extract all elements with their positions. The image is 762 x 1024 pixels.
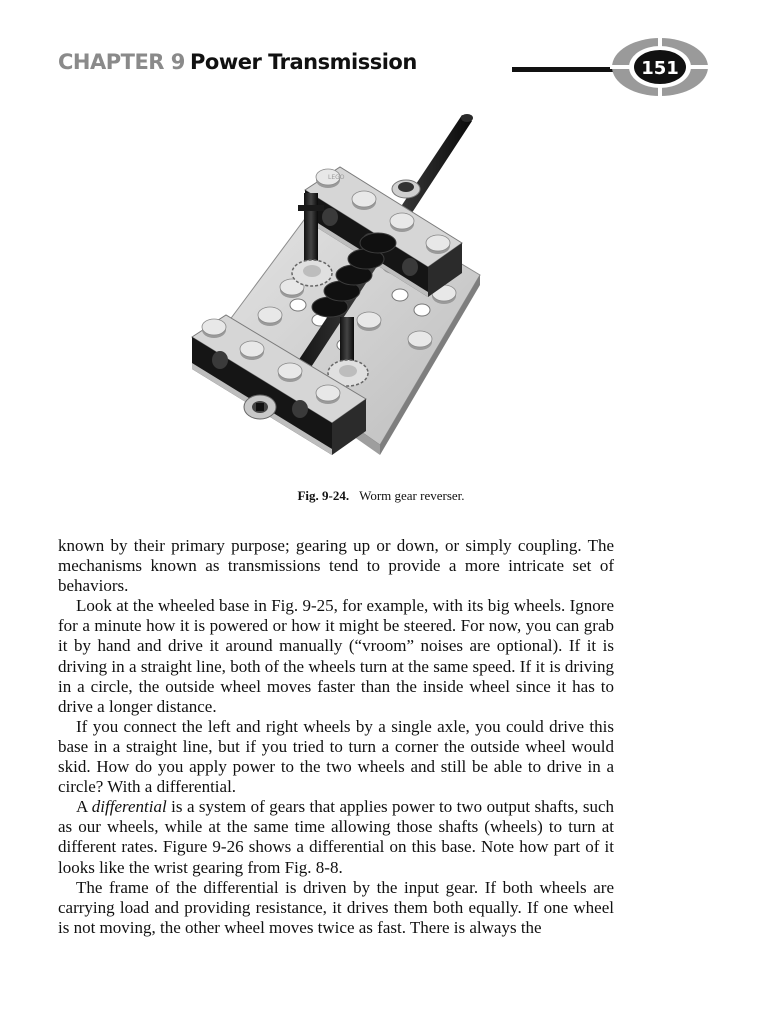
worm-gear-reverser-figure bbox=[190, 105, 490, 475]
header-rule bbox=[512, 67, 622, 72]
paragraph-4 bbox=[58, 797, 614, 877]
term-differential: differential bbox=[91, 797, 167, 817]
figure-caption bbox=[0, 488, 762, 504]
paragraph-4-lead: A bbox=[76, 797, 92, 817]
page-number: 151 bbox=[641, 58, 679, 79]
paragraph-1: known by their primary purpose; gearing up or down, or simply coupling. The mechanisms known as transmissions tend to provide a more intricate set of behaviors. bbox=[58, 536, 614, 596]
figure-number: Fig. 9-24. bbox=[297, 488, 350, 503]
paragraph-3: If you connect the left and right wheels by a single axle, you could drive this base in a straight line, but if you tried to turn a corner the outside wheel would skid. How do you apply power to the two wheels and still be able to drive in a circle? With a differential. bbox=[58, 716, 614, 797]
paragraph-2: Look at the wheeled base in Fig. 9-25, for example, with its big wheels. Ignore for a minute how it is powered or how it might be steered. For now, you can grab it by hand and drive it around manually (“vroom” noises are optional). If it is driving in a straight line, both of the wheels turn at the same speed. If it is driving in a circle, the outside wheel moves faster than the inside wheel since it has to drive a longer distance. bbox=[58, 596, 614, 716]
brick-stamp: LEGO bbox=[328, 174, 345, 181]
paragraph-5: The frame of the differential is driven by the input gear. If both wheels are carrying load and providing resistance, it drives them both equally. If one wheel is not moving, the other wheel moves twice as fast. There is always the bbox=[58, 877, 614, 937]
page-number-badge bbox=[610, 36, 710, 98]
chapter-title: Power Transmission bbox=[190, 50, 417, 74]
paragraph-4-rest: is a system of gears that applies power to two output shafts, such as our wheels, while at the same time allowing those shafts (wheels) to turn at different rates. Figure 9-26 shows a differential on this base. Note how part of it looks like the wrist gearing from Fig. 8-8. bbox=[58, 797, 614, 877]
body-text bbox=[58, 536, 614, 938]
chapter-label: CHAPTER 9 bbox=[58, 50, 185, 74]
figure-caption-text: Worm gear reverser. bbox=[359, 488, 465, 503]
